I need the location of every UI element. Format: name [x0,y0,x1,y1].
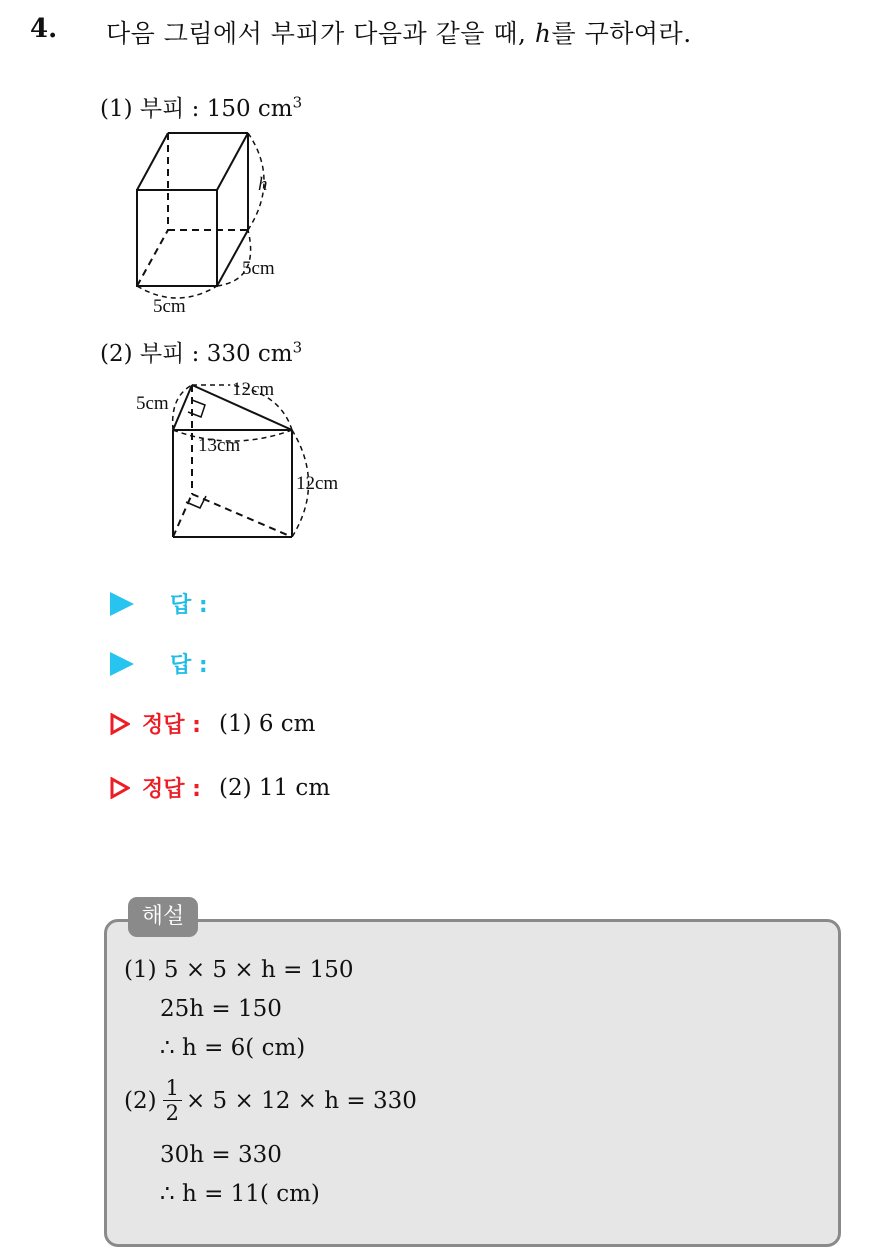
solution-line-5: 30h = 330 [160,1142,282,1168]
blue-triangle-icon [110,592,134,616]
cuboid-width-label: 5cm [153,296,186,317]
question-text-after: 를 구하여라. [551,19,692,48]
part2-label-sup: 3 [292,338,303,357]
correct-answer-2 [110,772,330,803]
cuboid-height-label: h [258,174,268,195]
prism-height-label: 12cm [296,473,339,494]
solution-part2-prefix: (2) [124,1087,157,1114]
fraction-denominator: 2 [165,1101,179,1125]
answer-blank-2 [110,648,208,679]
solution-line-3: ∴ h = 6( cm) [160,1035,306,1061]
correct-answer-label: 정답 : [142,713,201,738]
solution-line-4 [124,1076,417,1125]
answer-blank-1 [110,588,208,619]
solution-tag: 해설 [128,897,198,937]
solution-line-6: ∴ h = 11( cm) [160,1181,320,1207]
prism-leg-a-label: 5cm [136,393,169,414]
red-triangle-icon [110,777,130,799]
question-text [106,14,692,50]
correct-answer-value: (1) 6 cm [218,710,316,737]
part2-label-text: (2) 부피 : 330 cm [100,341,293,367]
part1-label [100,90,302,123]
half-fraction [163,1076,182,1125]
question-text-before: 다음 그림에서 부피가 다음과 같을 때, [106,19,535,48]
top-right-angle-mark [188,400,205,417]
red-triangle-icon [110,713,130,735]
part1-label-sup: 3 [292,93,303,112]
part2-label [100,335,302,368]
solution-line-2: 25h = 150 [160,996,282,1022]
cuboid-depth-label: 5cm [242,258,275,279]
solution-line-1: (1) 5 × 5 × h = 150 [124,957,354,983]
solution-line-4-rest: × 5 × 12 × h = 330 [185,1087,417,1114]
prism-figure [130,372,370,552]
blue-triangle-icon [110,652,134,676]
correct-answer-1 [110,708,316,739]
part1-label-text: (1) 부피 : 150 cm [100,96,293,122]
correct-answer-value: (2) 11 cm [218,774,331,801]
cuboid-figure [120,120,320,320]
question-variable: h [534,19,552,48]
cuboid-front-face [137,190,217,286]
answer-label: 답 : [170,653,208,678]
question-number: 4. [30,14,58,44]
correct-answer-label: 정답 : [142,777,201,802]
prism-leg-b-label: 12cm [232,379,275,400]
prism-hyp-label: 13cm [198,435,241,456]
answer-label: 답 : [170,593,208,618]
fraction-numerator: 1 [163,1076,182,1101]
